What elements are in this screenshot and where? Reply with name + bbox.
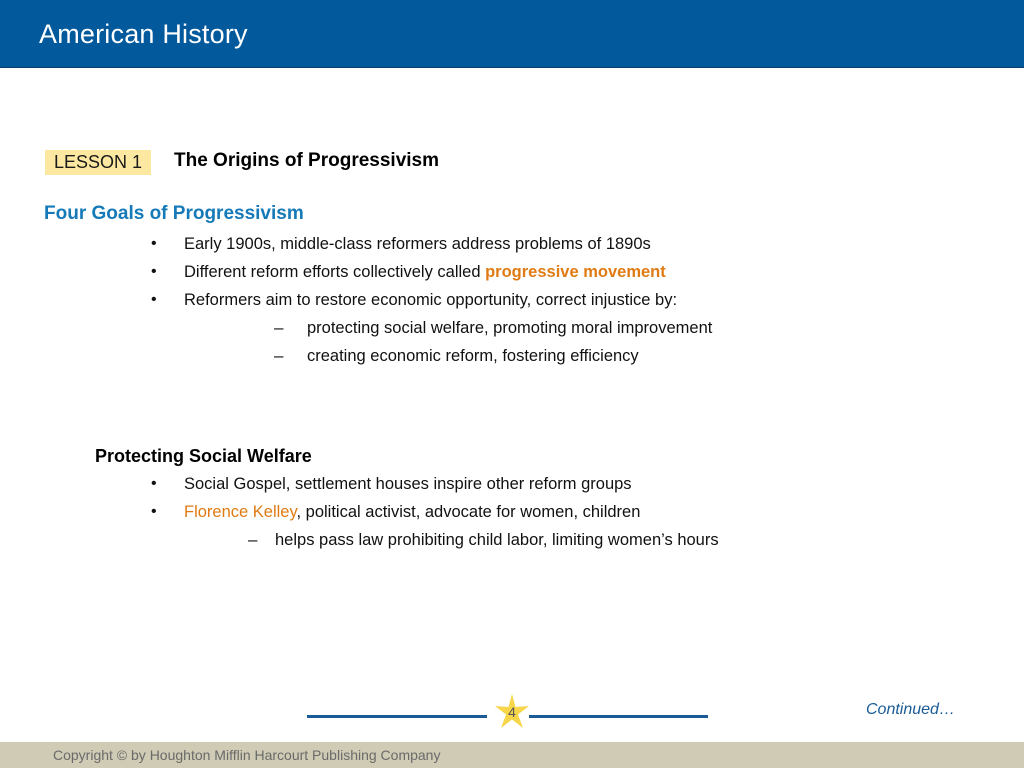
bullet-marker: • bbox=[151, 475, 157, 492]
bullet-text-plain: , political activist, advocate for women, children bbox=[296, 503, 641, 521]
slide-title: American History bbox=[39, 19, 248, 49]
continued-label: Continued… bbox=[866, 701, 955, 718]
subbullet-text: protecting social welfare, promoting moral improvement bbox=[307, 319, 713, 337]
bullet-text: Reformers aim to restore economic opportunity, correct injustice by: bbox=[184, 291, 678, 309]
bullet-marker: • bbox=[151, 263, 157, 280]
lesson-badge: LESSON 1 bbox=[45, 150, 151, 175]
bullet-marker: • bbox=[151, 235, 157, 252]
footer-rule-right bbox=[529, 715, 708, 718]
highlighted-name: Florence Kelley bbox=[184, 503, 297, 521]
lesson-title: The Origins of Progressivism bbox=[174, 150, 440, 171]
section-heading-four-goals: Four Goals of Progressivism bbox=[44, 203, 304, 224]
footer-rule-left bbox=[307, 715, 487, 718]
subbullet-text: creating economic reform, fostering efficiency bbox=[307, 347, 639, 365]
dash-marker: – bbox=[274, 318, 284, 337]
footer-bar bbox=[0, 742, 1024, 768]
bullet-text bbox=[184, 503, 640, 522]
bullet-text bbox=[184, 263, 666, 282]
slide-header bbox=[0, 0, 1024, 68]
copyright-text: Copyright © by Houghton Mifflin Harcourt Publishing Company bbox=[53, 747, 441, 763]
bullet-marker: • bbox=[151, 291, 157, 308]
bullet-text: Social Gospel, settlement houses inspire other reform groups bbox=[184, 475, 632, 493]
subbullet-text: helps pass law prohibiting child labor, limiting women’s hours bbox=[275, 531, 719, 549]
section-heading-social-welfare: Protecting Social Welfare bbox=[95, 446, 312, 466]
dash-marker: – bbox=[274, 346, 284, 365]
bullet-text-plain: Different reform efforts collectively called bbox=[184, 263, 486, 281]
bullet-text: Early 1900s, middle-class reformers address problems of 1890s bbox=[184, 235, 651, 253]
dash-marker: – bbox=[248, 530, 258, 549]
page-number: 4 bbox=[508, 704, 516, 720]
bullet-marker: • bbox=[151, 503, 157, 520]
highlighted-term: progressive movement bbox=[485, 263, 666, 281]
